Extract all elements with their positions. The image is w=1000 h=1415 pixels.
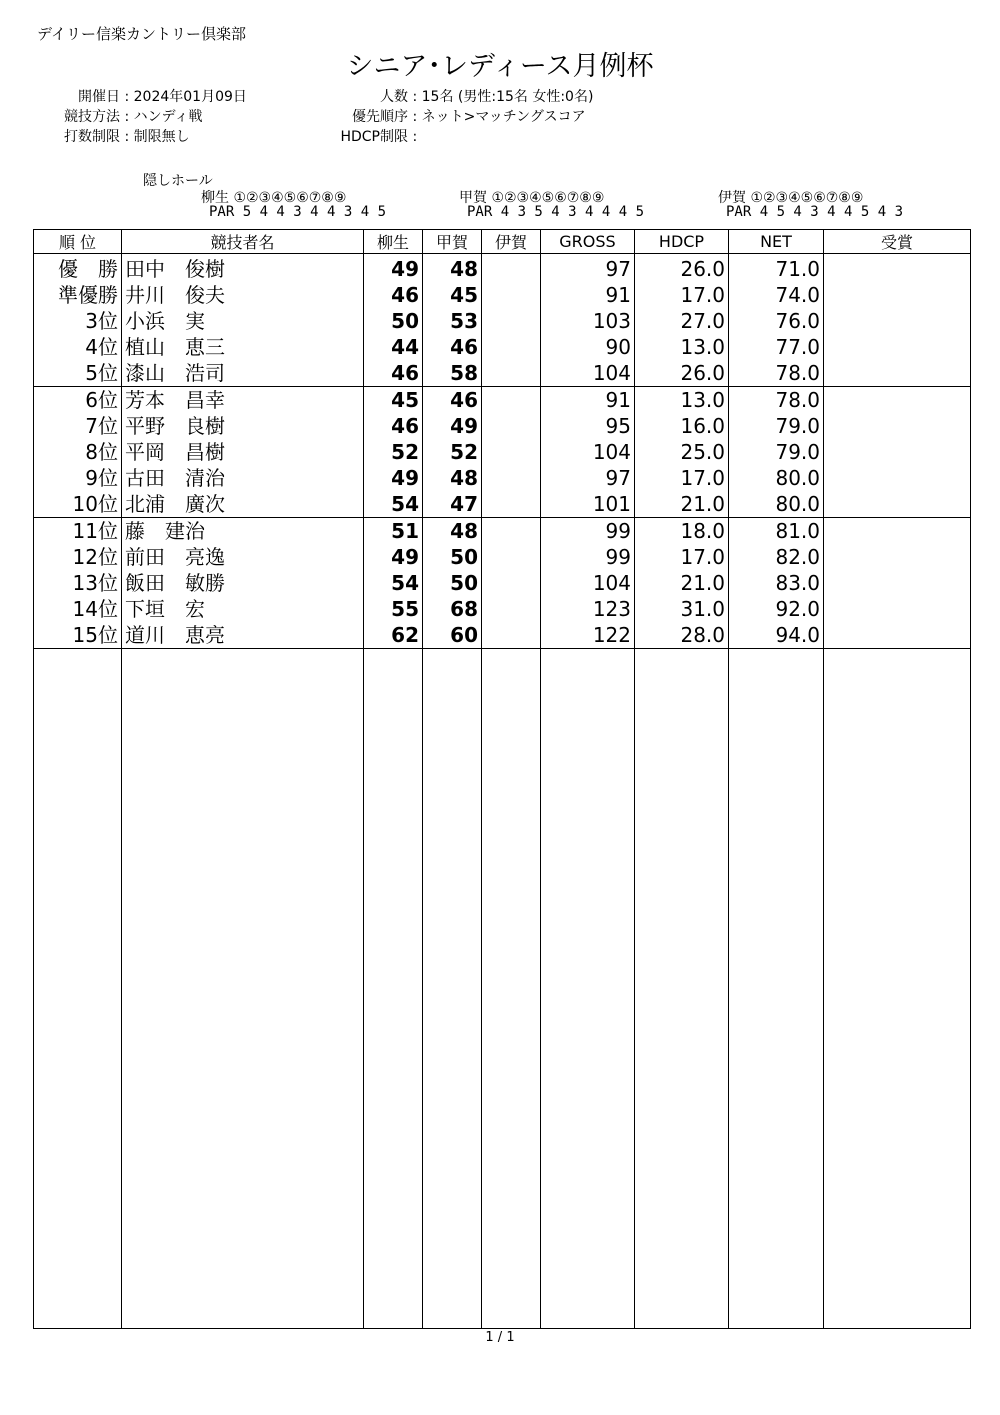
yagyu-score: 49 [364, 254, 423, 283]
info-hdcp-limit: HDCP制限 : [300, 126, 417, 146]
iga-score [482, 308, 541, 334]
yagyu-score: 54 [364, 570, 423, 596]
info-format: 競技方法 : ハンディ戦 [48, 106, 203, 126]
hdcp-value: 17.0 [635, 465, 729, 491]
info-priority: 優先順序 : ネット>マッチングスコア [300, 106, 586, 126]
gross-score: 122 [541, 622, 635, 649]
yagyu-score: 46 [364, 360, 423, 387]
info-limit: 打数制限 : 制限無し [48, 126, 190, 146]
rank-cell: 5位 [34, 360, 122, 387]
limit-label: 打数制限 [64, 129, 120, 145]
net-score: 92.0 [729, 596, 824, 622]
yagyu-score: 46 [364, 282, 423, 308]
koga-score: 58 [423, 360, 482, 387]
count-value: 15名 (男性:15名 女性:0名) [421, 89, 594, 105]
table-row [34, 308, 971, 334]
course-iga-par: PAR 4 5 4 3 4 4 5 4 3 [726, 204, 904, 220]
award-cell [824, 465, 971, 491]
net-score: 79.0 [729, 439, 824, 465]
table-filler-row [34, 649, 971, 1329]
award-cell [824, 596, 971, 622]
iga-score [482, 413, 541, 439]
table-row [34, 360, 971, 387]
name-cell: 古田 清治 [122, 465, 364, 491]
yagyu-score: 49 [364, 544, 423, 570]
koga-score: 45 [423, 282, 482, 308]
hdcp-value: 18.0 [635, 518, 729, 545]
col-net-header: NET [729, 230, 824, 254]
rank-cell: 3位 [34, 308, 122, 334]
date-value: 2024年01月09日 [133, 89, 247, 105]
hdcp-value: 16.0 [635, 413, 729, 439]
rank-cell: 15位 [34, 622, 122, 649]
course-koga-par: PAR 4 3 5 4 3 4 4 4 5 [467, 204, 645, 220]
table-row [34, 254, 971, 283]
page-title: シニア･レディース月例杯 [346, 51, 654, 82]
net-score: 76.0 [729, 308, 824, 334]
name-cell: 平岡 昌樹 [122, 439, 364, 465]
hdcp-value: 13.0 [635, 387, 729, 414]
gross-score: 91 [541, 387, 635, 414]
table-header-row [34, 230, 971, 254]
date-label: 開催日 [78, 89, 120, 105]
table-row [34, 622, 971, 649]
gross-score: 99 [541, 544, 635, 570]
hdcp-value: 27.0 [635, 308, 729, 334]
hdcp-value: 21.0 [635, 570, 729, 596]
koga-score: 53 [423, 308, 482, 334]
hdcp-value: 31.0 [635, 596, 729, 622]
rank-cell: 11位 [34, 518, 122, 545]
award-cell [824, 491, 971, 518]
iga-score [482, 439, 541, 465]
yagyu-score: 49 [364, 465, 423, 491]
count-label: 人数 [380, 89, 408, 105]
award-cell [824, 308, 971, 334]
net-score: 78.0 [729, 360, 824, 387]
table-row [34, 387, 971, 414]
name-cell: 植山 恵三 [122, 334, 364, 360]
hdcp-value: 26.0 [635, 360, 729, 387]
hole-numbers: ①②③④⑤⑥⑦⑧⑨ [491, 190, 605, 206]
results-table [33, 229, 971, 1329]
name-cell: 田中 俊樹 [122, 254, 364, 283]
award-cell [824, 413, 971, 439]
hdcp-value: 17.0 [635, 282, 729, 308]
name-cell: 北浦 廣次 [122, 491, 364, 518]
name-cell: 飯田 敏勝 [122, 570, 364, 596]
gross-score: 90 [541, 334, 635, 360]
iga-score [482, 360, 541, 387]
col-hdcp-header: HDCP [635, 230, 729, 254]
yagyu-score: 62 [364, 622, 423, 649]
name-cell: 下垣 宏 [122, 596, 364, 622]
yagyu-score: 44 [364, 334, 423, 360]
net-score: 74.0 [729, 282, 824, 308]
name-cell: 藤 建治 [122, 518, 364, 545]
gross-score: 97 [541, 465, 635, 491]
gross-score: 91 [541, 282, 635, 308]
net-score: 80.0 [729, 491, 824, 518]
iga-score [482, 282, 541, 308]
award-cell [824, 254, 971, 283]
award-cell [824, 334, 971, 360]
net-score: 83.0 [729, 570, 824, 596]
koga-score: 50 [423, 570, 482, 596]
gross-score: 123 [541, 596, 635, 622]
award-cell [824, 282, 971, 308]
net-score: 71.0 [729, 254, 824, 283]
name-cell: 小浜 実 [122, 308, 364, 334]
results-body [34, 254, 971, 1329]
rank-cell: 7位 [34, 413, 122, 439]
rank-cell: 13位 [34, 570, 122, 596]
course-name: 柳生 [201, 190, 229, 206]
koga-score: 68 [423, 596, 482, 622]
award-cell [824, 570, 971, 596]
col-gross-header: GROSS [541, 230, 635, 254]
iga-score [482, 544, 541, 570]
course-yagyu-par: PAR 5 4 4 3 4 4 3 4 5 [209, 204, 387, 220]
gross-score: 104 [541, 570, 635, 596]
name-cell: 芳本 昌幸 [122, 387, 364, 414]
rank-cell: 12位 [34, 544, 122, 570]
iga-score [482, 570, 541, 596]
gross-score: 95 [541, 413, 635, 439]
name-cell: 道川 恵亮 [122, 622, 364, 649]
gross-score: 97 [541, 254, 635, 283]
koga-score: 48 [423, 465, 482, 491]
hdcp-value: 26.0 [635, 254, 729, 283]
net-score: 94.0 [729, 622, 824, 649]
koga-score: 47 [423, 491, 482, 518]
hole-numbers: ①②③④⑤⑥⑦⑧⑨ [233, 190, 347, 206]
rank-cell: 準優勝 [34, 282, 122, 308]
iga-score [482, 334, 541, 360]
koga-score: 52 [423, 439, 482, 465]
name-cell: 井川 俊夫 [122, 282, 364, 308]
yagyu-score: 52 [364, 439, 423, 465]
table-row [34, 491, 971, 518]
table-row [34, 465, 971, 491]
info-date: 開催日 : 2024年01月09日 [48, 86, 247, 106]
hdcp-value: 17.0 [635, 544, 729, 570]
table-row [34, 570, 971, 596]
yagyu-score: 45 [364, 387, 423, 414]
hdcp-value: 21.0 [635, 491, 729, 518]
iga-score [482, 465, 541, 491]
hole-numbers: ①②③④⑤⑥⑦⑧⑨ [750, 190, 864, 206]
net-score: 78.0 [729, 387, 824, 414]
gross-score: 104 [541, 360, 635, 387]
rank-cell: 4位 [34, 334, 122, 360]
award-cell [824, 387, 971, 414]
net-score: 82.0 [729, 544, 824, 570]
award-cell [824, 518, 971, 545]
priority-value: ネット>マッチングスコア [421, 109, 586, 125]
rank-cell: 8位 [34, 439, 122, 465]
iga-score [482, 491, 541, 518]
net-score: 79.0 [729, 413, 824, 439]
net-score: 80.0 [729, 465, 824, 491]
priority-label: 優先順序 [352, 109, 408, 125]
koga-score: 46 [423, 334, 482, 360]
award-cell [824, 439, 971, 465]
koga-score: 50 [423, 544, 482, 570]
format-label: 競技方法 [64, 109, 120, 125]
yagyu-score: 46 [364, 413, 423, 439]
award-cell [824, 360, 971, 387]
name-cell: 前田 亮逸 [122, 544, 364, 570]
col-koga-header: 甲賀 [423, 230, 482, 254]
course-name: 甲賀 [459, 190, 487, 206]
net-score: 81.0 [729, 518, 824, 545]
info-count: 人数 : 15名 (男性:15名 女性:0名) [300, 86, 593, 106]
col-name-header: 競技者名 [122, 230, 364, 254]
col-award-header: 受賞 [824, 230, 971, 254]
yagyu-score: 50 [364, 308, 423, 334]
hdcp-limit-label: HDCP制限 [340, 129, 408, 145]
koga-score: 48 [423, 254, 482, 283]
hdcp-value: 13.0 [635, 334, 729, 360]
koga-score: 48 [423, 518, 482, 545]
rank-cell: 9位 [34, 465, 122, 491]
award-cell [824, 544, 971, 570]
koga-score: 60 [423, 622, 482, 649]
table-row [34, 413, 971, 439]
hdcp-value: 25.0 [635, 439, 729, 465]
table-row [34, 334, 971, 360]
page-number: 1 / 1 [485, 1330, 515, 1345]
gross-score: 103 [541, 308, 635, 334]
net-score: 77.0 [729, 334, 824, 360]
rank-cell: 14位 [34, 596, 122, 622]
yagyu-score: 51 [364, 518, 423, 545]
iga-score [482, 254, 541, 283]
gross-score: 104 [541, 439, 635, 465]
col-yagyu-header: 柳生 [364, 230, 423, 254]
hdcp-value: 28.0 [635, 622, 729, 649]
koga-score: 49 [423, 413, 482, 439]
hidden-holes-label: 隠しホール [143, 173, 213, 189]
yagyu-score: 55 [364, 596, 423, 622]
table-row [34, 439, 971, 465]
table-row [34, 282, 971, 308]
table-row [34, 544, 971, 570]
course-name: 伊賀 [718, 190, 746, 206]
gross-score: 99 [541, 518, 635, 545]
iga-score [482, 518, 541, 545]
col-iga-header: 伊賀 [482, 230, 541, 254]
rank-cell: 10位 [34, 491, 122, 518]
limit-value: 制限無し [133, 129, 190, 145]
yagyu-score: 54 [364, 491, 423, 518]
col-rank-header: 順 位 [34, 230, 122, 254]
koga-score: 46 [423, 387, 482, 414]
gross-score: 101 [541, 491, 635, 518]
iga-score [482, 596, 541, 622]
rank-cell: 優 勝 [34, 254, 122, 283]
table-row [34, 518, 971, 545]
iga-score [482, 387, 541, 414]
format-value: ハンディ戦 [133, 109, 203, 125]
table-row [34, 596, 971, 622]
name-cell: 漆山 浩司 [122, 360, 364, 387]
iga-score [482, 622, 541, 649]
award-cell [824, 622, 971, 649]
rank-cell: 6位 [34, 387, 122, 414]
name-cell: 平野 良樹 [122, 413, 364, 439]
club-name: デイリー信楽カントリー倶楽部 [37, 25, 246, 43]
